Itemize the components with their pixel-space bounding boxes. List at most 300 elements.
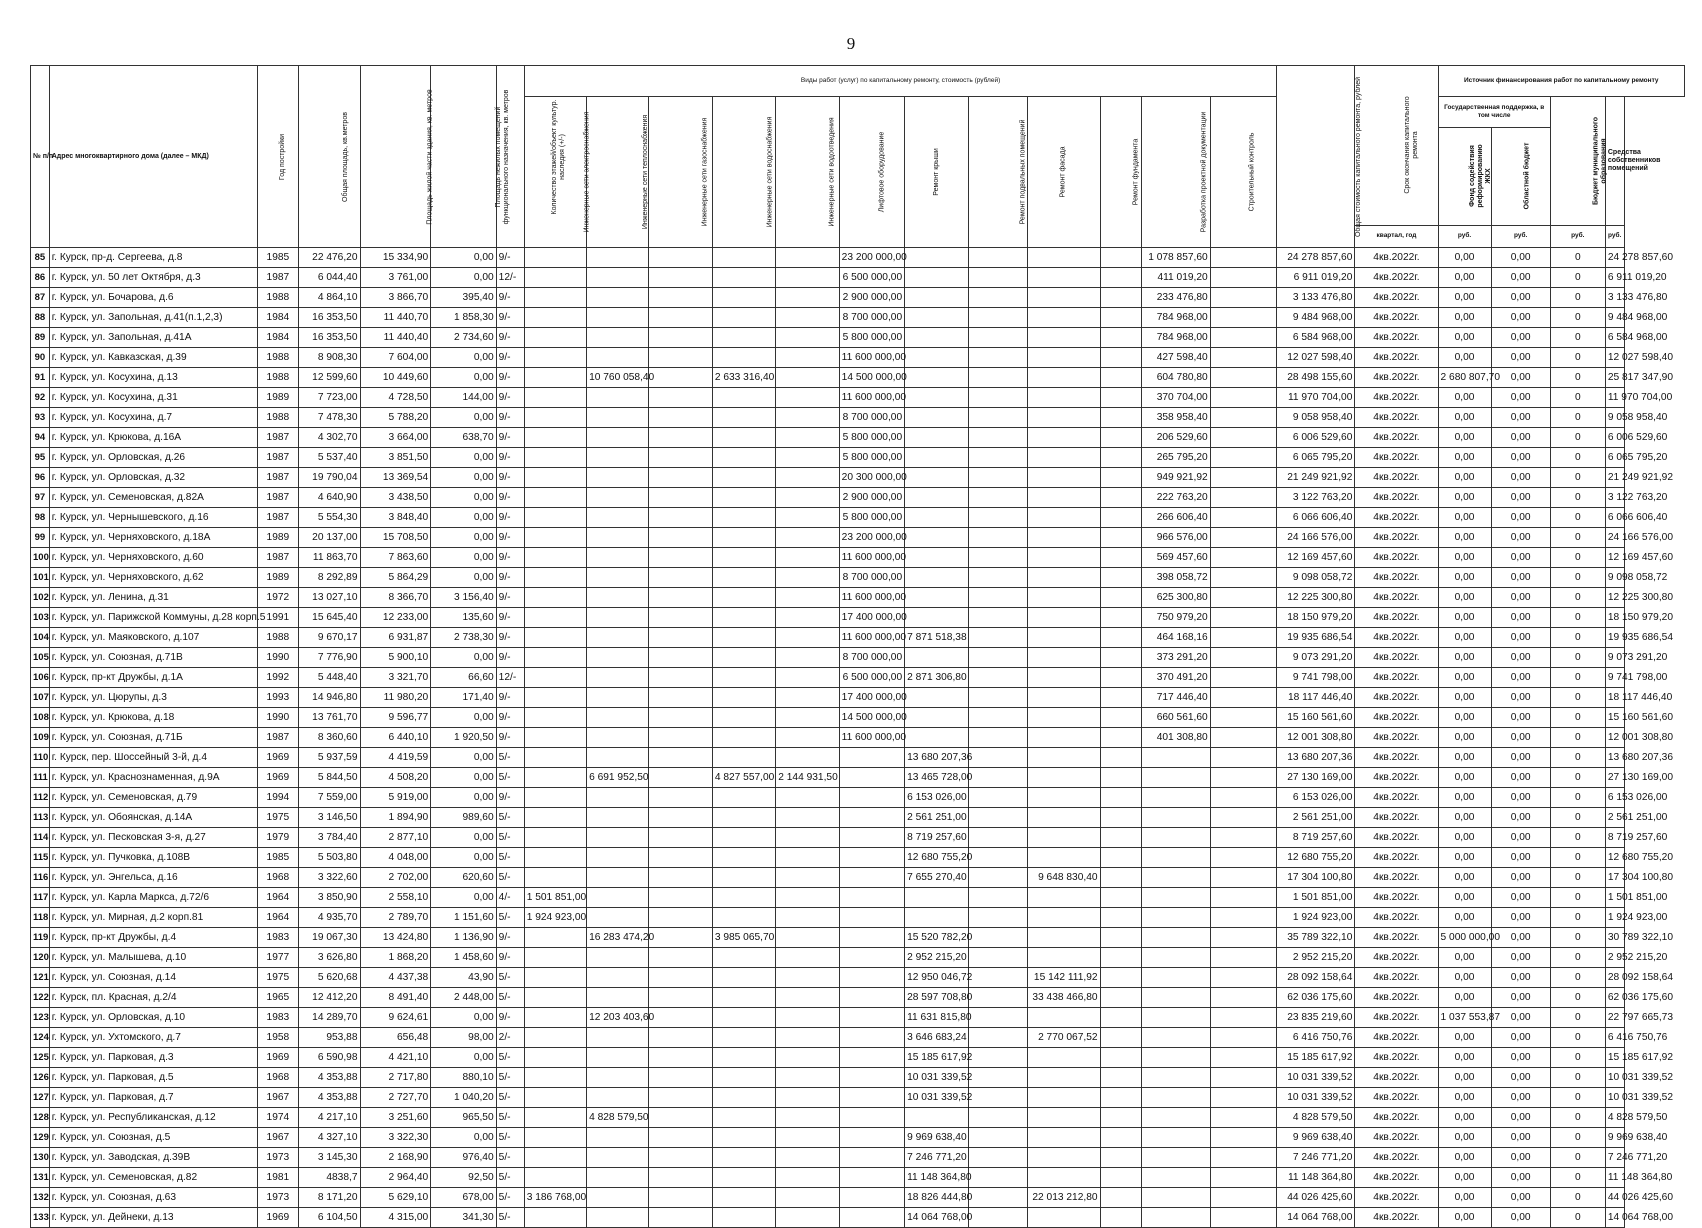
owners-cell: 10 031 339,52 xyxy=(1605,1068,1624,1088)
floors-cell: 9/- xyxy=(496,428,524,448)
work-sewer-cell xyxy=(776,1128,839,1148)
work-supervision-cell xyxy=(1210,588,1277,608)
work-gas-cell xyxy=(649,848,712,868)
row-number: 86 xyxy=(31,268,50,288)
work-water-cell xyxy=(712,948,775,968)
fund-cell: 0,00 xyxy=(1438,1068,1491,1088)
year-cell: 1988 xyxy=(257,628,299,648)
work-elevator-cell xyxy=(839,1188,904,1208)
fund-cell: 0,00 xyxy=(1438,268,1491,288)
fund-cell: 0,00 xyxy=(1438,728,1491,748)
nonres-area-cell: 66,60 xyxy=(431,668,496,688)
work-gas-cell xyxy=(649,908,712,928)
work-supervision-cell xyxy=(1210,628,1277,648)
living-area-cell: 5 788,20 xyxy=(360,408,431,428)
work-heating-cell xyxy=(587,788,649,808)
fund-cell: 0,00 xyxy=(1438,388,1491,408)
work-elevator-cell xyxy=(839,808,904,828)
work-sewer-cell xyxy=(776,968,839,988)
work-water-cell xyxy=(712,668,775,688)
regional-cell: 0,00 xyxy=(1491,828,1550,848)
work-water-cell: 4 827 557,00 xyxy=(712,768,775,788)
work-supervision-cell xyxy=(1210,1088,1277,1108)
work-basement-cell xyxy=(968,1088,1027,1108)
deadline-cell: 4кв.2022г. xyxy=(1355,1168,1438,1188)
work-electric-cell xyxy=(524,848,586,868)
work-water-cell xyxy=(712,1088,775,1108)
work-gas-cell xyxy=(649,708,712,728)
owners-cell: 22 797 665,73 xyxy=(1605,1008,1624,1028)
floors-cell: 9/- xyxy=(496,508,524,528)
nonres-area-cell: 1 920,50 xyxy=(431,728,496,748)
work-gas-cell xyxy=(649,568,712,588)
owners-cell: 13 680 207,36 xyxy=(1605,748,1624,768)
total-cost-cell: 28 498 155,60 xyxy=(1277,368,1355,388)
row-number: 126 xyxy=(31,1068,50,1088)
owners-cell: 3 122 763,20 xyxy=(1605,488,1624,508)
work-water-cell xyxy=(712,1028,775,1048)
work-heating-cell xyxy=(587,868,649,888)
work-sewer-cell xyxy=(776,988,839,1008)
total-area-cell: 4 935,70 xyxy=(299,908,360,928)
address-cell: г. Курск, пр-д. Сергеева, д.8 xyxy=(49,248,257,268)
work-sewer-cell xyxy=(776,408,839,428)
work-foundation-cell xyxy=(1100,368,1142,388)
total-cost-cell: 9 741 798,00 xyxy=(1277,668,1355,688)
work-heating-cell xyxy=(587,268,649,288)
regional-cell: 0,00 xyxy=(1491,1088,1550,1108)
owners-cell: 6 416 750,76 xyxy=(1605,1028,1624,1048)
nonres-area-cell: 0,00 xyxy=(431,508,496,528)
work-gas-cell xyxy=(649,688,712,708)
table-body xyxy=(31,248,1685,1228)
address-cell: г. Курск, ул. Семеновская, д.79 xyxy=(49,788,257,808)
fund-cell: 0,00 xyxy=(1438,748,1491,768)
floors-cell: 9/- xyxy=(496,928,524,948)
table-row xyxy=(31,448,1685,468)
work-facade-cell: 33 438 466,80 xyxy=(1027,988,1100,1008)
address-cell: г. Курск, ул. Парковая, д.3 xyxy=(49,1048,257,1068)
work-basement-cell xyxy=(968,288,1027,308)
table-row xyxy=(31,348,1685,368)
living-area-cell: 2 168,90 xyxy=(360,1148,431,1168)
floors-cell: 5/- xyxy=(496,988,524,1008)
regional-cell: 0,00 xyxy=(1491,928,1550,948)
living-area-cell: 4 315,00 xyxy=(360,1208,431,1228)
floors-cell: 9/- xyxy=(496,488,524,508)
owners-cell: 12 225 300,80 xyxy=(1605,588,1624,608)
work-electric-cell xyxy=(524,768,586,788)
work-gas-cell xyxy=(649,808,712,828)
municipal-cell: 0 xyxy=(1550,848,1605,868)
living-area-cell: 7 604,00 xyxy=(360,348,431,368)
row-number: 88 xyxy=(31,308,50,328)
work-heating-cell xyxy=(587,388,649,408)
work-design-docs-cell: 401 308,80 xyxy=(1142,728,1211,748)
header-unit-owners: руб. xyxy=(1605,225,1624,248)
work-facade-cell xyxy=(1027,928,1100,948)
year-cell: 1968 xyxy=(257,868,299,888)
work-design-docs-cell: 1 078 857,60 xyxy=(1142,248,1211,268)
regional-cell: 0,00 xyxy=(1491,488,1550,508)
total-cost-cell: 6 065 795,20 xyxy=(1277,448,1355,468)
nonres-area-cell: 1 136,90 xyxy=(431,928,496,948)
work-sewer-cell xyxy=(776,428,839,448)
work-facade-cell xyxy=(1027,468,1100,488)
work-facade-cell xyxy=(1027,728,1100,748)
work-foundation-cell xyxy=(1100,648,1142,668)
total-cost-cell: 6 584 968,00 xyxy=(1277,328,1355,348)
work-design-docs-cell: 625 300,80 xyxy=(1142,588,1211,608)
table-row xyxy=(31,908,1685,928)
table-row xyxy=(31,1208,1685,1228)
work-elevator-cell: 2 900 000,00 xyxy=(839,488,904,508)
work-foundation-cell xyxy=(1100,708,1142,728)
regional-cell: 0,00 xyxy=(1491,768,1550,788)
header-work-basement: Ремонт подвальных помещений xyxy=(968,97,1027,248)
work-facade-cell xyxy=(1027,708,1100,728)
deadline-cell: 4кв.2022г. xyxy=(1355,1148,1438,1168)
floors-cell: 9/- xyxy=(496,728,524,748)
owners-cell: 4 828 579,50 xyxy=(1605,1108,1624,1128)
year-cell: 1987 xyxy=(257,448,299,468)
deadline-cell: 4кв.2022г. xyxy=(1355,688,1438,708)
deadline-cell: 4кв.2022г. xyxy=(1355,1028,1438,1048)
work-design-docs-cell xyxy=(1142,888,1211,908)
table-row xyxy=(31,928,1685,948)
total-cost-cell: 15 160 561,60 xyxy=(1277,708,1355,728)
living-area-cell: 1 894,90 xyxy=(360,808,431,828)
year-cell: 1984 xyxy=(257,308,299,328)
header-living-area: Площадь жилой части здания, кв. метров xyxy=(360,66,431,248)
work-supervision-cell xyxy=(1210,408,1277,428)
work-supervision-cell xyxy=(1210,468,1277,488)
work-elevator-cell: 11 600 000,00 xyxy=(839,728,904,748)
table-row xyxy=(31,408,1685,428)
work-foundation-cell xyxy=(1100,468,1142,488)
work-gas-cell xyxy=(649,448,712,468)
total-area-cell: 13 027,10 xyxy=(299,588,360,608)
work-elevator-cell: 17 400 000,00 xyxy=(839,608,904,628)
fund-cell: 0,00 xyxy=(1438,548,1491,568)
work-supervision-cell xyxy=(1210,508,1277,528)
table-row xyxy=(31,1028,1685,1048)
row-number: 114 xyxy=(31,828,50,848)
floors-cell: 9/- xyxy=(496,788,524,808)
nonres-area-cell: 0,00 xyxy=(431,768,496,788)
work-foundation-cell xyxy=(1100,968,1142,988)
total-area-cell: 13 761,70 xyxy=(299,708,360,728)
work-gas-cell xyxy=(649,548,712,568)
owners-cell: 18 117 446,40 xyxy=(1605,688,1624,708)
work-heating-cell xyxy=(587,468,649,488)
work-water-cell xyxy=(712,1108,775,1128)
work-heating-cell xyxy=(587,968,649,988)
total-area-cell: 6 044,40 xyxy=(299,268,360,288)
total-area-cell: 7 723,00 xyxy=(299,388,360,408)
municipal-cell: 0 xyxy=(1550,1008,1605,1028)
header-work-sewer: Инженерные сети водоотведения xyxy=(776,97,839,248)
work-basement-cell xyxy=(968,1208,1027,1228)
work-design-docs-cell: 949 921,92 xyxy=(1142,468,1211,488)
fund-cell: 0,00 xyxy=(1438,868,1491,888)
regional-cell: 0,00 xyxy=(1491,408,1550,428)
work-facade-cell: 2 770 067,52 xyxy=(1027,1028,1100,1048)
work-supervision-cell xyxy=(1210,1008,1277,1028)
total-cost-cell: 24 278 857,60 xyxy=(1277,248,1355,268)
work-roof-cell xyxy=(905,648,968,668)
total-area-cell: 4838,7 xyxy=(299,1168,360,1188)
address-cell: г. Курск, ул. Бочарова, д.6 xyxy=(49,288,257,308)
living-area-cell: 4 419,59 xyxy=(360,748,431,768)
address-cell: г. Курск, ул. Косухина, д.13 xyxy=(49,368,257,388)
work-foundation-cell xyxy=(1100,668,1142,688)
nonres-area-cell: 638,70 xyxy=(431,428,496,448)
work-foundation-cell xyxy=(1100,1048,1142,1068)
regional-cell: 0,00 xyxy=(1491,1168,1550,1188)
municipal-cell: 0 xyxy=(1550,268,1605,288)
nonres-area-cell: 0,00 xyxy=(431,848,496,868)
row-number: 87 xyxy=(31,288,50,308)
total-cost-cell: 27 130 169,00 xyxy=(1277,768,1355,788)
address-cell: г. Курск, ул. Ленина, д.31 xyxy=(49,588,257,608)
work-design-docs-cell xyxy=(1142,848,1211,868)
row-number: 124 xyxy=(31,1028,50,1048)
nonres-area-cell: 341,30 xyxy=(431,1208,496,1228)
work-sewer-cell xyxy=(776,1108,839,1128)
work-basement-cell xyxy=(968,348,1027,368)
work-electric-cell xyxy=(524,948,586,968)
work-electric-cell xyxy=(524,808,586,828)
work-supervision-cell xyxy=(1210,868,1277,888)
header-floors: Количество этажей/объект культур. наследия (+/-) xyxy=(496,66,524,248)
work-gas-cell xyxy=(649,768,712,788)
work-heating-cell xyxy=(587,828,649,848)
total-area-cell: 5 620,68 xyxy=(299,968,360,988)
regional-cell: 0,00 xyxy=(1491,328,1550,348)
header-state-support: Государственная поддержка, в том числе xyxy=(1438,97,1550,128)
work-basement-cell xyxy=(968,368,1027,388)
owners-cell: 9 058 958,40 xyxy=(1605,408,1624,428)
work-water-cell xyxy=(712,268,775,288)
work-design-docs-cell: 784 968,00 xyxy=(1142,328,1211,348)
row-number: 123 xyxy=(31,1008,50,1028)
year-cell: 1989 xyxy=(257,568,299,588)
work-sewer-cell xyxy=(776,268,839,288)
deadline-cell: 4кв.2022г. xyxy=(1355,568,1438,588)
work-water-cell xyxy=(712,448,775,468)
owners-cell: 21 249 921,92 xyxy=(1605,468,1624,488)
deadline-cell: 4кв.2022г. xyxy=(1355,788,1438,808)
work-roof-cell xyxy=(905,588,968,608)
work-roof-cell xyxy=(905,308,968,328)
work-water-cell xyxy=(712,528,775,548)
work-electric-cell xyxy=(524,308,586,328)
work-heating-cell xyxy=(587,448,649,468)
work-water-cell xyxy=(712,548,775,568)
total-cost-cell: 18 117 446,40 xyxy=(1277,688,1355,708)
work-supervision-cell xyxy=(1210,948,1277,968)
total-cost-cell: 2 561 251,00 xyxy=(1277,808,1355,828)
living-area-cell: 5 629,10 xyxy=(360,1188,431,1208)
total-cost-cell: 6 911 019,20 xyxy=(1277,268,1355,288)
total-area-cell: 3 850,90 xyxy=(299,888,360,908)
work-facade-cell xyxy=(1027,368,1100,388)
work-foundation-cell xyxy=(1100,908,1142,928)
work-electric-cell xyxy=(524,268,586,288)
table-row xyxy=(31,788,1685,808)
work-design-docs-cell: 358 958,40 xyxy=(1142,408,1211,428)
work-design-docs-cell: 373 291,20 xyxy=(1142,648,1211,668)
deadline-cell: 4кв.2022г. xyxy=(1355,428,1438,448)
header-total-cost: Общая стоимость капитального ремонта, рублей xyxy=(1277,66,1355,248)
total-area-cell: 7 559,00 xyxy=(299,788,360,808)
floors-cell: 5/- xyxy=(496,868,524,888)
deadline-cell: 4кв.2022г. xyxy=(1355,448,1438,468)
work-electric-cell xyxy=(524,508,586,528)
row-number: 112 xyxy=(31,788,50,808)
work-design-docs-cell: 222 763,20 xyxy=(1142,488,1211,508)
work-facade-cell xyxy=(1027,608,1100,628)
table-row xyxy=(31,728,1685,748)
row-number: 90 xyxy=(31,348,50,368)
work-gas-cell xyxy=(649,968,712,988)
deadline-cell: 4кв.2022г. xyxy=(1355,968,1438,988)
work-elevator-cell xyxy=(839,1208,904,1228)
work-basement-cell xyxy=(968,1048,1027,1068)
owners-cell: 30 789 322,10 xyxy=(1605,928,1624,948)
table-row xyxy=(31,608,1685,628)
table-row xyxy=(31,1048,1685,1068)
work-basement-cell xyxy=(968,828,1027,848)
work-facade-cell xyxy=(1027,268,1100,288)
work-design-docs-cell xyxy=(1142,988,1211,1008)
living-area-cell: 3 438,50 xyxy=(360,488,431,508)
work-elevator-cell xyxy=(839,1028,904,1048)
work-gas-cell xyxy=(649,728,712,748)
fund-cell: 0,00 xyxy=(1438,588,1491,608)
address-cell: г. Курск, ул. Крюкова, д.18 xyxy=(49,708,257,728)
work-foundation-cell xyxy=(1100,748,1142,768)
work-roof-cell: 2 952 215,20 xyxy=(905,948,968,968)
address-cell: г. Курск, ул. Союзная, д.71В xyxy=(49,648,257,668)
owners-cell: 3 133 476,80 xyxy=(1605,288,1624,308)
fund-cell: 0,00 xyxy=(1438,288,1491,308)
floors-cell: 9/- xyxy=(496,388,524,408)
work-basement-cell xyxy=(968,468,1027,488)
address-cell: г. Курск, ул. 50 лет Октября, д.3 xyxy=(49,268,257,288)
fund-cell: 1 037 553,87 xyxy=(1438,1008,1491,1028)
nonres-area-cell: 3 156,40 xyxy=(431,588,496,608)
work-electric-cell xyxy=(524,1108,586,1128)
living-area-cell: 11 440,70 xyxy=(360,308,431,328)
deadline-cell: 4кв.2022г. xyxy=(1355,248,1438,268)
work-electric-cell xyxy=(524,588,586,608)
work-sewer-cell xyxy=(776,788,839,808)
total-area-cell: 4 353,88 xyxy=(299,1088,360,1108)
address-cell: г. Курск, ул. Крюкова, д.16А xyxy=(49,428,257,448)
work-facade-cell: 9 648 830,40 xyxy=(1027,868,1100,888)
fund-cell: 0,00 xyxy=(1438,668,1491,688)
deadline-cell: 4кв.2022г. xyxy=(1355,328,1438,348)
work-elevator-cell: 11 600 000,00 xyxy=(839,548,904,568)
work-heating-cell xyxy=(587,1088,649,1108)
owners-cell: 24 166 576,00 xyxy=(1605,528,1624,548)
table-row xyxy=(31,988,1685,1008)
regional-cell: 0,00 xyxy=(1491,348,1550,368)
work-facade-cell xyxy=(1027,1208,1100,1228)
living-area-cell: 4 048,00 xyxy=(360,848,431,868)
work-gas-cell xyxy=(649,748,712,768)
work-design-docs-cell: 265 795,20 xyxy=(1142,448,1211,468)
work-supervision-cell xyxy=(1210,328,1277,348)
deadline-cell: 4кв.2022г. xyxy=(1355,888,1438,908)
work-electric-cell xyxy=(524,1088,586,1108)
table-row xyxy=(31,888,1685,908)
total-cost-cell: 6 416 750,76 xyxy=(1277,1028,1355,1048)
deadline-cell: 4кв.2022г. xyxy=(1355,288,1438,308)
work-supervision-cell xyxy=(1210,908,1277,928)
municipal-cell: 0 xyxy=(1550,668,1605,688)
address-cell: г. Курск, ул. Черняховского, д.60 xyxy=(49,548,257,568)
owners-cell: 12 001 308,80 xyxy=(1605,728,1624,748)
work-roof-cell xyxy=(905,1108,968,1128)
capital-repair-table-sheet xyxy=(30,65,1685,1228)
work-elevator-cell: 8 700 000,00 xyxy=(839,308,904,328)
work-roof-cell xyxy=(905,388,968,408)
work-supervision-cell xyxy=(1210,1128,1277,1148)
row-number: 106 xyxy=(31,668,50,688)
total-cost-cell: 12 001 308,80 xyxy=(1277,728,1355,748)
fund-cell: 0,00 xyxy=(1438,848,1491,868)
work-elevator-cell xyxy=(839,1088,904,1108)
nonres-area-cell: 0,00 xyxy=(431,448,496,468)
floors-cell: 4/- xyxy=(496,888,524,908)
work-gas-cell xyxy=(649,1208,712,1228)
work-facade-cell xyxy=(1027,1068,1100,1088)
living-area-cell: 3 761,00 xyxy=(360,268,431,288)
municipal-cell: 0 xyxy=(1550,868,1605,888)
deadline-cell: 4кв.2022г. xyxy=(1355,988,1438,1008)
work-elevator-cell: 5 800 000,00 xyxy=(839,328,904,348)
header-work-roof: Ремонт крыши xyxy=(905,97,968,248)
regional-cell: 0,00 xyxy=(1491,808,1550,828)
work-sewer-cell xyxy=(776,308,839,328)
year-cell: 1964 xyxy=(257,908,299,928)
total-cost-cell: 35 789 322,10 xyxy=(1277,928,1355,948)
living-area-cell: 6 440,10 xyxy=(360,728,431,748)
work-electric-cell xyxy=(524,688,586,708)
year-cell: 1979 xyxy=(257,828,299,848)
year-cell: 1975 xyxy=(257,968,299,988)
work-basement-cell xyxy=(968,628,1027,648)
nonres-area-cell: 880,10 xyxy=(431,1068,496,1088)
regional-cell: 0,00 xyxy=(1491,568,1550,588)
work-elevator-cell xyxy=(839,888,904,908)
total-area-cell: 5 844,50 xyxy=(299,768,360,788)
regional-cell: 0,00 xyxy=(1491,788,1550,808)
row-number: 127 xyxy=(31,1088,50,1108)
floors-cell: 9/- xyxy=(496,328,524,348)
work-roof-cell: 18 826 444,80 xyxy=(905,1188,968,1208)
fund-cell: 0,00 xyxy=(1438,1208,1491,1228)
work-supervision-cell xyxy=(1210,808,1277,828)
address-cell: г. Курск, пр-кт Дружбы, д.4 xyxy=(49,928,257,948)
work-foundation-cell xyxy=(1100,1168,1142,1188)
work-foundation-cell xyxy=(1100,328,1142,348)
table-row xyxy=(31,868,1685,888)
total-cost-cell: 9 098 058,72 xyxy=(1277,568,1355,588)
